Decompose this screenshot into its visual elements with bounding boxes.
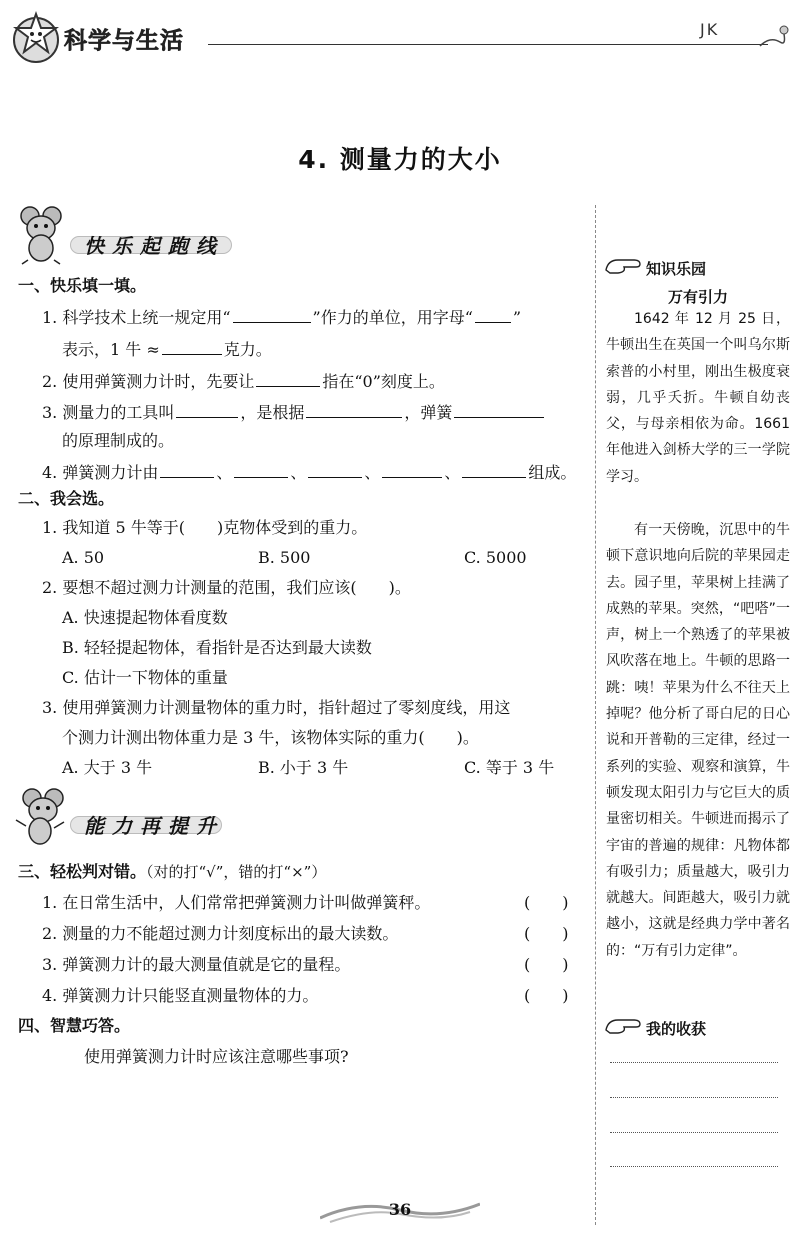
- judge-item: 4. 弹簧测力计只能竖直测量物体的力。: [42, 986, 319, 1005]
- option[interactable]: C. 等于 3 牛: [464, 758, 555, 777]
- answer-parentheses[interactable]: ( ): [524, 955, 569, 974]
- pointing-hand-icon: [604, 1016, 644, 1036]
- answer-blank[interactable]: [256, 370, 320, 387]
- question-fill-3-cont: 的原理制成的。: [62, 431, 175, 450]
- option[interactable]: C. 估计一下物体的重量: [62, 668, 228, 687]
- question-choice-3-cont: 个测力计测出物体重力是 3 牛，该物体实际的重力( )。: [62, 728, 479, 747]
- option[interactable]: A. 50: [62, 548, 105, 567]
- question-fill-1: [42, 306, 521, 328]
- series-title: 科学与生活: [64, 28, 184, 54]
- article-paragraph: 1642 年 12 月 25 日，牛顿出生在英国一个叫乌尔斯索普的小村里，刚出生极度衰弱，几乎夭折。牛顿自幼丧父，与母亲相依为命。1661 年他进入剑桥大学的三一学院学习。: [606, 311, 790, 485]
- question-fill-2: [42, 370, 445, 392]
- q-text: ”作力的单位，用字母“: [312, 308, 473, 327]
- option[interactable]: C. 5000: [464, 548, 527, 567]
- page-number: 36: [388, 1200, 412, 1219]
- q-text: 3. 测量力的工具叫: [42, 403, 175, 422]
- q-text: 指在“0”刻度上。: [322, 372, 445, 391]
- answer-blank[interactable]: [308, 461, 362, 478]
- q-text: 2. 使用弹簧测力计时，先要让: [42, 372, 255, 391]
- answer-blank[interactable]: [234, 461, 288, 478]
- section-heading-answer: 四、智慧巧答。: [18, 1016, 131, 1035]
- answer-blank[interactable]: [462, 461, 526, 478]
- judge-instruction: （对的打“√”，错的打“×”）: [146, 863, 327, 881]
- answer-parentheses[interactable]: ( ): [524, 924, 569, 943]
- answer-blank[interactable]: [306, 401, 402, 418]
- judge-item: 3. 弹簧测力计的最大测量值就是它的量程。: [42, 955, 351, 974]
- separator: 、: [216, 463, 233, 482]
- option[interactable]: B. 500: [258, 548, 311, 567]
- mouse-mascot-icon: [10, 786, 74, 850]
- q-text: 表示，1 牛 ≈: [62, 340, 160, 359]
- option[interactable]: A. 大于 3 牛: [62, 758, 153, 777]
- question-fill-1-cont: [62, 338, 272, 360]
- option[interactable]: B. 小于 3 牛: [258, 758, 349, 777]
- writing-line[interactable]: [610, 1097, 778, 1098]
- question-choice-2: 2. 要想不超过测力计测量的范围，我们应该( )。: [42, 578, 411, 597]
- section-heading-fill: 一、快乐填一填。: [18, 276, 147, 295]
- open-question: 使用弹簧测力计时应该注意哪些事项?: [84, 1047, 349, 1066]
- writing-line[interactable]: [610, 1132, 778, 1133]
- section-heading-choose: 二、我会选。: [18, 489, 115, 508]
- option[interactable]: B. 轻轻提起物体，看指针是否达到最大读数: [62, 638, 372, 657]
- question-fill-3: [42, 401, 546, 423]
- separator: 、: [290, 463, 307, 482]
- judge-item: 2. 测量的力不能超过测力计刻度标出的最大读数。: [42, 924, 399, 943]
- my-harvest-heading: 我的收获: [646, 1020, 707, 1038]
- column-divider: [595, 205, 596, 1225]
- answer-blank[interactable]: [160, 461, 214, 478]
- banner-label-kuaile: 快乐起跑线: [84, 234, 224, 258]
- answer-blank[interactable]: [162, 338, 222, 355]
- mouse-mascot-icon: [10, 202, 74, 266]
- article-paragraph: 有一天傍晚，沉思中的牛顿下意识地向后院的苹果园走去。园子里，苹果树上挂满了成熟的苹果。突然，“吧嗒”一声，树上一个熟透了的苹果被风吹落在地上。牛顿的思路一跳：咦！苹果为什么不往天上掉呢？他分析了哥白尼的日心说和开普勒的三定律，经过一系列的实验、观察和演算，牛顿发现太阳引力与它巨大的质量密切相关。牛顿进而揭示了宇宙的普遍的规律：凡物体都有吸引力；质量越大，吸引力就越大。间距越大，吸引力就越小，这就是经典力学中著名的：“万有引力定律”。: [606, 522, 790, 959]
- writing-line[interactable]: [610, 1062, 778, 1063]
- answer-parentheses[interactable]: ( ): [524, 893, 569, 912]
- option[interactable]: A. 快速提起物体看度数: [62, 608, 228, 627]
- edition-code: JK: [700, 20, 720, 39]
- q-text: 组成。: [528, 463, 577, 482]
- q-text: 1. 科学技术上统一规定用“: [42, 308, 231, 327]
- answer-blank[interactable]: [475, 306, 511, 323]
- question-choice-3: 3. 使用弹簧测力计测量物体的重力时，指针超过了零刻度线，用这: [42, 698, 511, 717]
- cartoon-star-mascot-logo: [8, 10, 64, 66]
- answer-blank[interactable]: [454, 401, 544, 418]
- knowledge-garden-heading: 知识乐园: [646, 260, 707, 278]
- article-title: 万有引力: [667, 288, 728, 306]
- separator: 、: [444, 463, 461, 482]
- q-text: ”: [512, 308, 522, 327]
- answer-blank[interactable]: [176, 401, 238, 418]
- banner-label-nengli: 能力再提升: [84, 814, 224, 838]
- writing-line[interactable]: [610, 1166, 778, 1167]
- separator: 、: [364, 463, 381, 482]
- answer-blank[interactable]: [382, 461, 442, 478]
- answer-parentheses[interactable]: ( ): [524, 986, 569, 1005]
- judge-item: 1. 在日常生活中，人们常常把弹簧测力计叫做弹簧秤。: [42, 893, 431, 912]
- swirl-decoration-icon: [756, 16, 792, 56]
- section-heading-judge: [18, 862, 326, 882]
- question-choice-1: 1. 我知道 5 牛等于( )克物体受到的重力。: [42, 518, 368, 537]
- pointing-hand-icon: [604, 256, 644, 276]
- q-text: 4. 弹簧测力计由: [42, 463, 159, 482]
- question-fill-4: [42, 461, 576, 483]
- q-text: 克力。: [223, 340, 272, 359]
- lesson-title: 4. 测量力的大小: [298, 145, 502, 174]
- section-title: 三、轻松判对错。: [18, 862, 147, 881]
- answer-blank[interactable]: [233, 306, 311, 323]
- q-text: ，是根据: [240, 403, 305, 422]
- q-text: ，弹簧: [404, 403, 453, 422]
- header-rule: [208, 44, 768, 45]
